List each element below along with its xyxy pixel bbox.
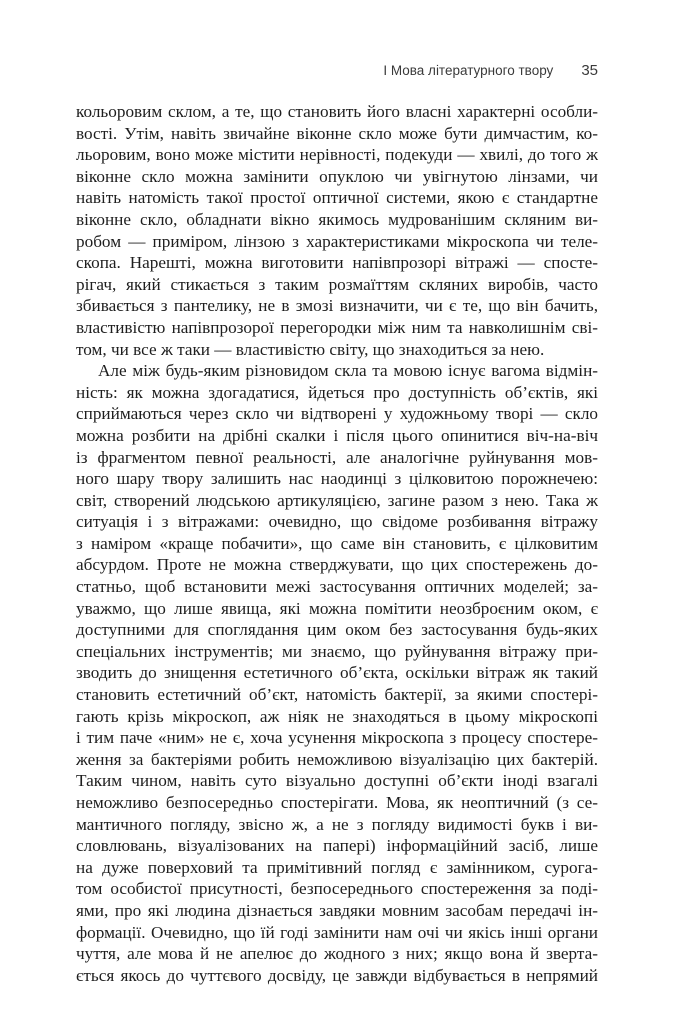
text-line: і тим паче «ним» не є, хоча усунення мікроскопа з процесу спостере- (76, 728, 598, 748)
text-line: кольоровим склом, а те, що становить його власні характерні особли- (76, 102, 598, 121)
text-line: статньо, щоб встановити межі застосування оптичних моделей; за- (76, 577, 598, 597)
text-line: вості. Утім, навіть звичайне віконне скло може бути димчастим, ко- (76, 123, 598, 143)
body-text (76, 101, 598, 986)
text-line: віконне скло можна замінити опуклою чи увігнутою лінзами, чи (76, 166, 598, 186)
paragraph-1 (76, 101, 598, 360)
text-line: абсурдом. Проте не можна стверджувати, що цих спостережень до- (76, 555, 598, 575)
text-line: льоровим, воно може містити нерівності, подекуди — хвилі, до того ж (76, 145, 598, 165)
text-line: з наміром «краще побачити», що саме він становить, є цілковитим (76, 533, 598, 553)
text-line: із фрагментом певної реальності, але аналогічне руйнування мов- (76, 447, 598, 467)
text-line: ями, про які людина дізнається завдяки мовним засобам передачі ін- (76, 900, 598, 920)
text-line: робом — приміром, лінзою з характеристиками мікроскопа чи теле- (76, 231, 598, 251)
text-line: сприймаються через скло чи відтворені у художньому творі — скло (76, 404, 598, 424)
paragraph-2 (76, 360, 598, 986)
text-line: том особистої присутності, безпосереднього спостереження за поді- (76, 879, 598, 899)
running-header (350, 62, 598, 88)
text-line: словлювань, візуалізованих на папері) інформаційний засіб, лише (76, 836, 598, 856)
text-line: скопа. Нарешті, можна виготовити напівпрозорі вітражі — спосте- (76, 253, 598, 273)
text-line: том, чи все ж таки — властивістю світу, що знаходиться за нею. (76, 339, 545, 359)
text-line: властивістю напівпрозорої перегородки між ним та навколишнім сві- (76, 317, 598, 337)
text-line: чуття, але мова й не апелює до жодного з них; якщо вона й зверта- (76, 944, 598, 964)
text-line: світ, створений людською артикуляцією, загине разом з нею. Така ж (76, 490, 598, 510)
text-line: спеціальних інструментів; ми знаємо, що руйнування вітражу при- (76, 641, 598, 661)
text-line: мантичного погляду, звісно ж, а не з погляду видимості букв і ви- (76, 814, 598, 834)
text-line: становить естетичний об’єкт, натомість бактерії, за якими спостері- (76, 685, 598, 705)
text-line: формації. Очевидно, що їй годі замінити нам очі чи якісь інші органи (76, 922, 598, 942)
text-line: неможливо безпосередньо спостерігати. Мова, як неоптичний (з се- (76, 793, 598, 812)
text-line: ність: як можна здогадатися, йдеться про доступність об’єктів, які (76, 382, 598, 402)
text-line: гають крізь мікроскоп, аж ніяк не знаходяться в цьому мікроскопі (76, 706, 598, 726)
text-line: рігач, який стикається з таким розмаїттям скляних виробів, часто (76, 274, 598, 294)
chapter-title: I Мова літературного твору (383, 63, 554, 78)
text-line: Таким чином, навіть суто візуально доступні об’єкти іноді взагалі (76, 771, 598, 791)
page-number: 35 (581, 62, 598, 79)
text-line: ється якось до чуттєвого досвіду, це завжди відбувається в непрямий (76, 965, 598, 985)
text-line: віконне скло, обладнати вікно якимось мудрованішим скляним ви- (76, 209, 598, 229)
text-line: ситуація і з вітражами: очевидно, що свідоме розбивання вітражу (76, 512, 598, 532)
text-line: збивається з пантелику, не в змозі визначити, чи є те, що він бачить, (76, 296, 598, 316)
text-line: уважмо, що лише явища, які можна помітити неозброєним оком, є (76, 598, 598, 618)
text-line: можна розбити на дрібні скалки і після цього опинитися віч-на-віч (76, 425, 598, 445)
text-line: доступними для споглядання цим оком без застосування будь-яких (76, 620, 598, 640)
text-line: зводить до знищення естетичного об’єкта, оскільки вітраж як такий (76, 663, 598, 683)
text-line: ного шару твору залишить нас наодинці з цілковитою порожнечею: (76, 469, 598, 489)
text-line: Але між будь-яким різновидом скла та мовою існує вагома відмін- (98, 361, 598, 381)
text-line: ження за бактеріями робить неможливою візуалізацію цих бактерій. (76, 749, 598, 769)
text-line: на дуже поверховий та примітивний погляд є замінником, сурога- (76, 857, 598, 877)
text-line: навіть натомість такої простої оптичної системи, якою є стандартне (76, 188, 598, 208)
